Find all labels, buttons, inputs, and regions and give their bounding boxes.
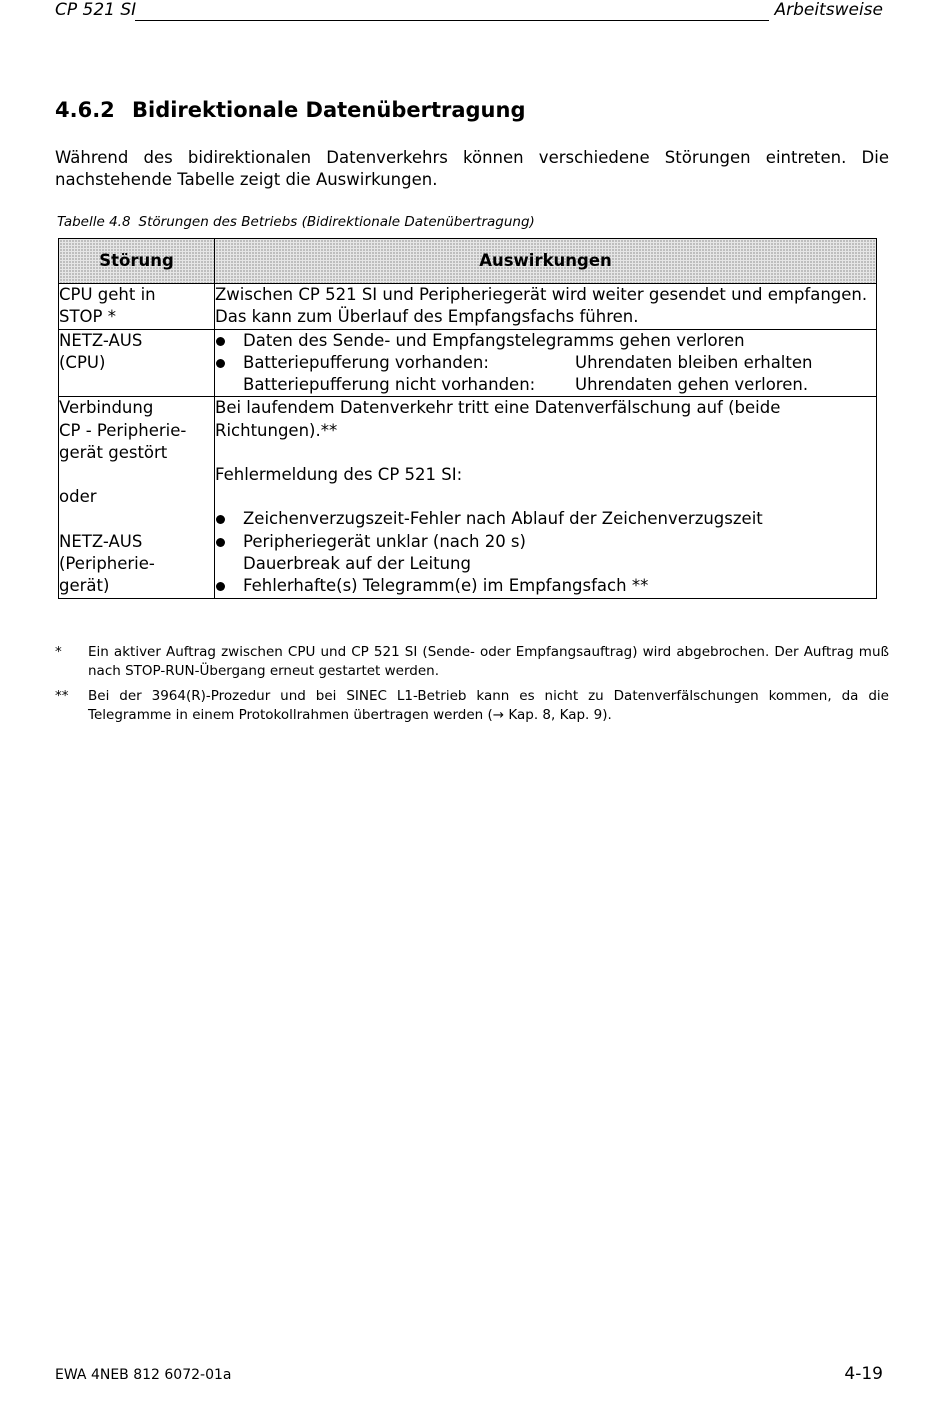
- spacer: [59, 509, 214, 531]
- bullet-item: Peripheriegerät unklar (nach 20 s): [215, 531, 876, 553]
- error-heading: Fehlermeldung des CP 521 SI:: [215, 465, 463, 485]
- header-rule: [135, 20, 769, 21]
- table-row: [59, 397, 877, 598]
- stoerung-line: (Peripherie-: [59, 553, 155, 573]
- table-row: [59, 329, 877, 397]
- auswirkungen-cell: [215, 397, 877, 598]
- stoerung-cell: [59, 329, 215, 397]
- auswirkungen-text: Bei laufendem Datenverkehr tritt eine Datenverfälschung auf (beide Richtungen).**: [215, 398, 781, 440]
- table-header-row: [59, 239, 877, 284]
- stoerung-line: NETZ-AUS: [59, 531, 143, 551]
- table-caption-number: Tabelle 4.8: [57, 214, 131, 230]
- bullet-continuation: Dauerbreak auf der Leitung: [243, 553, 471, 573]
- intro-paragraph: Während des bidirektionalen Datenverkehrs können verschiedene Störungen eintreten. Die nachstehende Tabelle zeigt die Auswirkungen.: [55, 148, 889, 189]
- spacer: [215, 442, 876, 464]
- bullet-list: [215, 330, 876, 375]
- table-caption-text: Störungen des Betriebs (Bidirektionale Datenübertragung): [138, 214, 535, 230]
- bullet-label: Batteriepufferung vorhanden:: [243, 352, 489, 372]
- spacer: [59, 464, 214, 486]
- page-number: 4-19: [844, 1364, 883, 1384]
- bullet-item: [215, 352, 876, 374]
- footnote-mark: **: [55, 688, 69, 704]
- bullet-value: Uhrendaten gehen verloren.: [575, 375, 809, 395]
- section-heading: [55, 98, 525, 122]
- stoerung-line: (CPU): [59, 352, 106, 372]
- running-header-left: CP 521 SI: [55, 0, 137, 20]
- stoerung-line: NETZ-AUS: [59, 330, 143, 350]
- bullet-list: [215, 575, 876, 597]
- disturbance-table: [58, 238, 877, 599]
- footnote: [55, 643, 889, 681]
- auswirkungen-text: Zwischen CP 521 SI und Peripheriegerät wird weiter gesendet und empfangen. Das kann zum Überlauf des Empfangsfachs führen.: [215, 285, 868, 327]
- table-caption: [57, 214, 535, 230]
- stoerung-line: CP - Peripherie-: [59, 420, 187, 440]
- running-header-right: Arbeitsweise: [774, 0, 883, 20]
- section-title: Bidirektionale Datenübertragung: [132, 98, 526, 122]
- stoerung-line: gerät): [59, 576, 110, 596]
- column-header-stoerung: Störung: [59, 239, 215, 284]
- stoerung-line: oder: [59, 487, 97, 507]
- stoerung-line: gerät gestört: [59, 443, 168, 463]
- table-row: [59, 284, 877, 330]
- section-number: 4.6.2: [55, 98, 115, 122]
- bullet-label: Batteriepufferung nicht vorhanden:: [243, 375, 536, 395]
- footer-document-id: EWA 4NEB 812 6072-01a: [55, 1367, 232, 1383]
- stoerung-line: STOP *: [59, 307, 116, 327]
- bullet-item: Fehlerhafte(s) Telegramm(e) im Empfangsfach **: [215, 575, 876, 597]
- footnote-text: Bei der 3964(R)-Prozedur und bei SINEC L1-Betrieb kann es nicht zu Datenverfälschungen kommen, da die Telegramme in einem Protokollrahmen übertragen werden (→ Kap. 8, Kap. 9).: [88, 688, 889, 723]
- column-header-auswirkungen: Auswirkungen: [215, 239, 877, 284]
- bullet-value: Uhrendaten bleiben erhalten: [575, 352, 813, 372]
- bullet-continuation: [215, 374, 876, 396]
- footnote-text: Ein aktiver Auftrag zwischen CPU und CP 521 SI (Sende- oder Empfangsauftrag) wird abgebrochen. Der Auftrag muß nach STOP-RUN-Übergang erneut gestartet werden.: [88, 644, 889, 679]
- stoerung-line: Verbindung: [59, 398, 154, 418]
- bullet-list: [215, 508, 876, 553]
- stoerung-cell: [59, 397, 215, 598]
- footnote: [55, 687, 889, 725]
- bullet-item: Daten des Sende- und Empfangstelegramms gehen verloren: [215, 330, 876, 352]
- stoerung-cell: [59, 284, 215, 330]
- spacer: [215, 486, 876, 508]
- footnote-mark: *: [55, 644, 62, 660]
- auswirkungen-cell: [215, 329, 877, 397]
- stoerung-line: CPU geht in: [59, 285, 156, 304]
- bullet-item: Zeichenverzugszeit-Fehler nach Ablauf der Zeichenverzugszeit: [215, 508, 876, 530]
- auswirkungen-cell: [215, 284, 877, 330]
